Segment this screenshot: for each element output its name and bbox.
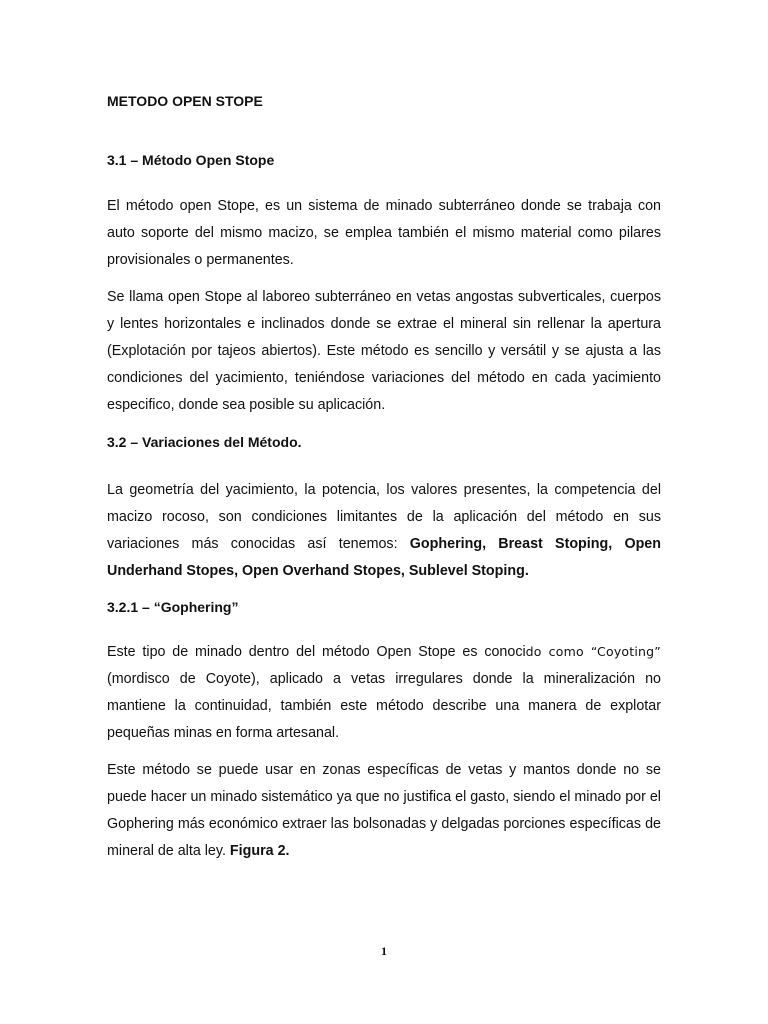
section-3-2-1-paragraph-1 xyxy=(107,638,661,747)
section-3-2-paragraph-1 xyxy=(107,477,661,585)
section-3-2-1-paragraph-2-text: Este método se puede usar en zonas específicas de vetas y mantos donde no se puede hacer un minado sistemático ya que no justifica el gasto, siendo el minado por el Gophering más económico extraer las bolsonadas y delgadas porciones específicas de mineral de alta ley. xyxy=(107,762,661,859)
section-3-2-1-paragraph-1-rest: (mordisco de Coyote), aplicado a vetas irregulares donde la mineralización no mantiene la continuidad, también este método describe una manera de explotar pequeñas minas en forma artesanal. xyxy=(107,671,661,741)
document-title: METODO OPEN STOPE xyxy=(107,93,263,109)
coyoting-snippet: do como “Coyoting” xyxy=(525,644,661,659)
section-3-2-1-paragraph-2 xyxy=(107,757,661,865)
document-body xyxy=(107,92,661,865)
section-3-2-1-heading: 3.2.1 – “Gophering” xyxy=(107,599,239,615)
page-number: 1 xyxy=(381,944,387,958)
figure-reference: Figura 2. xyxy=(229,843,290,859)
section-3-2-1-paragraph-1-lead: Este tipo de minado dentro del método Open Stope es conoci xyxy=(107,644,526,660)
section-3-2-heading: 3.2 – Variaciones del Método. xyxy=(107,434,302,450)
section-3-1-paragraph-2: Se llama open Stope al laboreo subterráneo en vetas angostas subverticales, cuerpos y lentes horizontales e inclinados donde se extrae el mineral sin rellenar la apertura (Explotación por tajeos abiertos). Este método es sencillo y versátil y se ajusta a las condiciones del yacimiento, teniéndose variaciones del método en cada yacimiento especifico, donde sea posible su aplicación. xyxy=(107,289,661,413)
section-3-1-paragraph-1: El método open Stope, es un sistema de minado subterráneo donde se trabaja con auto soporte del mismo macizo, se emplea también el mismo material como pilares provisionales o permanentes. xyxy=(107,198,661,268)
section-3-1-heading: 3.1 – Método Open Stope xyxy=(107,152,275,168)
section-3-2-paragraph-1-text: La geometría del yacimiento, la potencia, los valores presentes, la competencia del macizo rocoso, son condiciones limitantes de la aplicación del método en sus variaciones más conocidas así tenemos: xyxy=(107,482,661,552)
method-variations-list: Gophering, Breast Stoping, Open Underhand Stopes, Open Overhand Stopes, Sublevel Stoping. xyxy=(107,536,661,579)
